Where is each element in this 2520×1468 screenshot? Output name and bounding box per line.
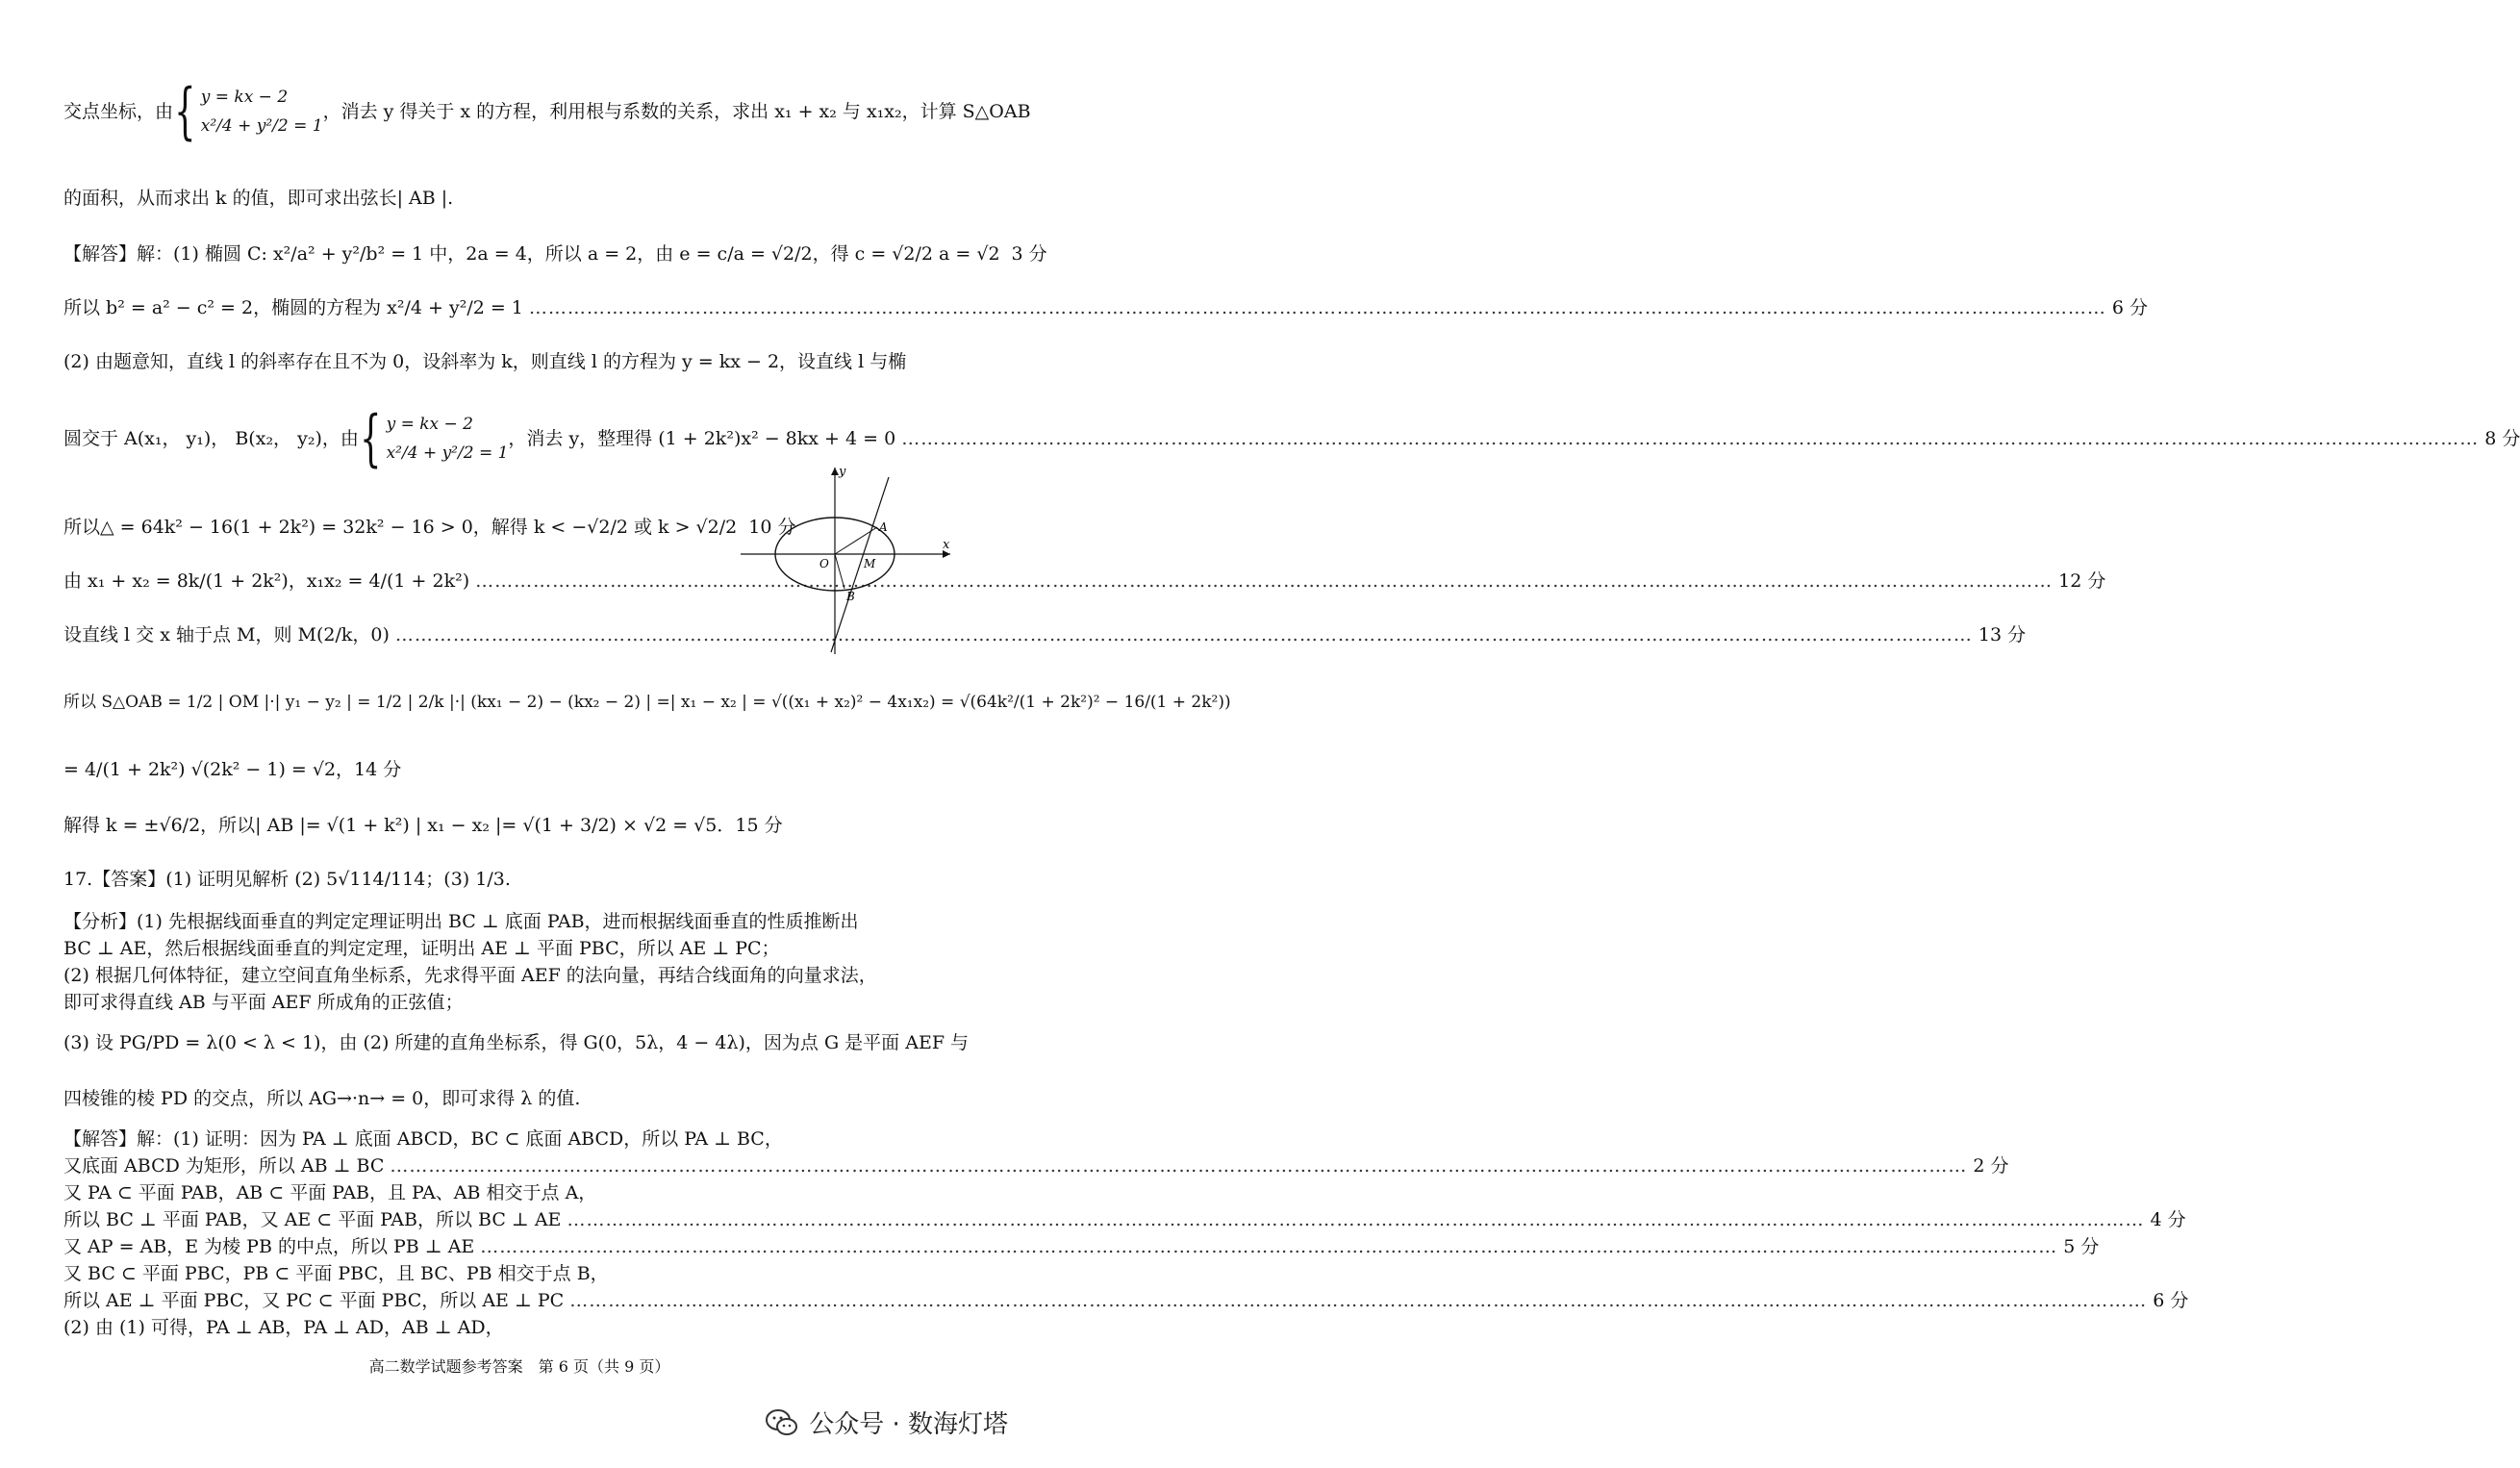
text-line: (3) 设 PG/PD = λ(0 < λ < 1)，由 (2) 所建的直角坐标系，得 G(0，5λ，4 − 4λ)，因为点 G 是平面 AEF 与 xyxy=(63,1032,970,1053)
watermark xyxy=(765,1405,1008,1440)
text-line: 17.【答案】(1) 证明见解析 (2) 5√114/114；(3) 1/3. xyxy=(63,869,511,890)
y-axis-arrow xyxy=(831,468,839,475)
text-line: 【分析】(1) 先根据线面垂直的判定定理证明出 BC ⊥ 底面 PAB，进而根据线面垂直的性质推断出 xyxy=(63,911,859,932)
wechat-icon xyxy=(765,1407,799,1438)
label-b: B xyxy=(846,590,855,603)
label-y: y xyxy=(839,465,846,479)
text-line: (2) 由题意知，直线 l 的斜率存在且不为 0，设斜率为 k，则直线 l 的方程为 y = kx − 2，设直线 l 与椭 xyxy=(63,351,907,372)
text-line: 所以△ = 64k² − 16(1 + 2k²) = 32k² − 16 > 0，解得 k < −√2/2 或 k > √2/2 10 分 xyxy=(63,517,796,538)
page-footer: 高二数学试题参考答案 第 6 页（共 9 页） xyxy=(368,1357,670,1376)
label-m: M xyxy=(864,557,876,570)
label-o: O xyxy=(819,557,829,570)
text-line: 所以 b² = a² − c² = 2，椭圆的方程为 x²/4 + y²/2 = 1 ………………………………………………………………………………………………………………………………………………………………………………………………………………………… 6 分 xyxy=(63,294,977,321)
text-line: 【解答】解：(1) 椭圆 C: x²/a² + y²/b² = 1 中，2a = 4，所以 a = 2，由 e = c/a = √2/2，得 c = √2/2 a = √2 3 分 xyxy=(63,243,1047,265)
text-line: 又 PA ⊂ 平面 PAB，AB ⊂ 平面 PAB，且 PA、AB 相交于点 A， xyxy=(63,1182,597,1203)
text-line: 【解答】解：(1) 证明：因为 PA ⊥ 底面 ABCD，BC ⊂ 底面 ABCD，所以 PA ⊥ BC， xyxy=(63,1128,783,1150)
text-line: 又 BC ⊂ 平面 PBC，PB ⊂ 平面 PBC，且 BC、PB 相交于点 B， xyxy=(63,1263,609,1284)
text-line: 设直线 l 交 x 轴于点 M，则 M(2/k，0) ………………………………………………………………………………………………………………………………………………………………………………………………………………………… 13 分 xyxy=(63,621,687,648)
equation-system: { y = kx − 2 x²/4 + y²/2 = 1 xyxy=(360,403,509,474)
line-l xyxy=(831,477,889,652)
text-line: 由 x₁ + x₂ = 8k/(1 + 2k²)，x₁x₂ = 4/(1 + 2k²) ………………………………………………………………………………………………………………………………………………………………………………………………………………………… 12 分 xyxy=(63,568,687,595)
label-a: A xyxy=(879,520,888,534)
label-x: x xyxy=(943,538,950,552)
text-line: 四棱锥的棱 PD 的交点，所以 AG→·n→ = 0，即可求得 λ 的值. xyxy=(63,1088,581,1109)
text-line: = 4/(1 + 2k²) √(2k² − 1) = √2，14 分 xyxy=(63,759,402,780)
segment-ob xyxy=(835,554,844,589)
text-line: 圆交于 A(x₁， y₁)， B(x₂， y₂)，由 { y = kx − 2 x²/4 + y²/2 = 1 ，消去 y，整理得 (1 + 2k²)x² − 8kx + 4 = 0 ………………………………………………………………………………………………………………………………………………………………………………………………………………………… 8 分 xyxy=(63,408,977,469)
text-line: BC ⊥ AE，然后根据线面垂直的判定定理，证明出 AE ⊥ 平面 PBC，所以 AE ⊥ PC； xyxy=(63,938,780,959)
text-line: 所以 AE ⊥ 平面 PBC，又 PC ⊂ 平面 PBC，所以 AE ⊥ PC ………………………………………………………………………………………………………………………………………………………………………………………………………………………… 6 分 xyxy=(63,1287,977,1314)
equation-system: { y = kx − 2 x²/4 + y²/2 = 1 xyxy=(174,76,323,147)
text-line: 所以 BC ⊥ 平面 PAB，又 AE ⊂ 平面 PAB，所以 BC ⊥ AE ………………………………………………………………………………………………………………………………………………………………………………………………………………………… 4 分 xyxy=(63,1206,977,1233)
ellipse-figure xyxy=(737,464,958,656)
text-line: 又 AP = AB，E 为棱 PB 的中点，所以 PB ⊥ AE ………………………………………………………………………………………………………………………………………………………………………………………………………………………… 5 分 xyxy=(63,1233,977,1260)
text-line: 解得 k = ±√6/2，所以| AB |= √(1 + k²) | x₁ − x₂ |= √(1 + 3/2) × √2 = √5．15 分 xyxy=(63,815,783,836)
text-line: (2) 由 (1) 可得，PA ⊥ AB，PA ⊥ AD，AB ⊥ AD， xyxy=(63,1317,504,1338)
segment-oa xyxy=(835,527,877,554)
watermark-text: 公众号 · 数海灯塔 xyxy=(809,1410,1008,1439)
text-line: 即可求得直线 AB 与平面 AEF 所成角的正弦值； xyxy=(63,992,464,1013)
text-line: 交点坐标，由 { y = kx − 2 x²/4 + y²/2 = 1 ，消去 y 得关于 x 的方程，利用根与系数的关系，求出 x₁ + x₂ 与 x₁x₂，计算 S△OAB xyxy=(63,76,1031,147)
text-line: (2) 根据几何体特征，建立空间直角坐标系，先求得平面 AEF 的法向量，再结合线面角的向量求法， xyxy=(63,965,877,986)
text-line: 所以 S△OAB = 1/2 | OM |·| y₁ − y₂ | = 1/2 | 2/k |·| (kx₁ − 2) − (kx₂ − 2) | =| x₁ − x₂ | = √((x₁ + x₂)² − 4x₁x₂) = √(64k²/(1 + 2k²)² − 16/(1 + 2k²)) xyxy=(63,693,1231,712)
text-line: 又底面 ABCD 为矩形，所以 AB ⊥ BC ………………………………………………………………………………………………………………………………………………………………………………………………………………………… 2 分 xyxy=(63,1152,977,1179)
text-line: 的面积，从而求出 k 的值，即可求出弦长| AB |. xyxy=(63,188,454,209)
